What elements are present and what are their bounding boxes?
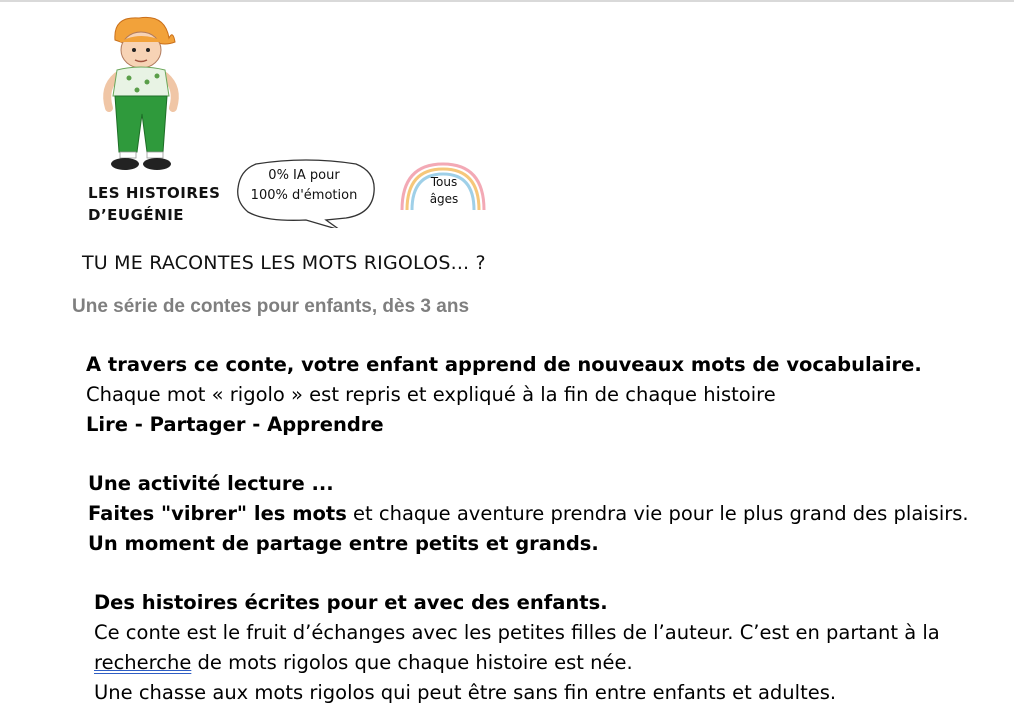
section-vocabulary — [86, 350, 922, 440]
speech-bubble-text — [245, 166, 363, 206]
section2-line-3: Un moment de partage entre petits et grands. — [88, 532, 599, 555]
section3-line-3-rest: de mots rigolos que chaque histoire est née. — [191, 651, 633, 674]
age-badge-text — [418, 174, 470, 208]
section1-line-3: Lire - Partager - Apprendre — [86, 413, 384, 436]
section3-line-2: Ce conte est le fruit d’échanges avec les petites filles de l’auteur. C’est en partant à la — [94, 621, 940, 644]
page-title: TU ME RACONTES LES MOTS RIGOLOS... ? — [82, 252, 486, 274]
section-reading-activity — [88, 469, 969, 559]
brand-logo — [88, 182, 220, 226]
brand-line-2: D’EUGÉNIE — [88, 206, 185, 224]
recherche-word[interactable]: recherche — [94, 651, 192, 674]
brand-line-1: LES HISTOIRES — [88, 184, 221, 202]
section-written-with-children — [94, 588, 940, 708]
section1-line-2: Chaque mot « rigolo » est repris et expliqué à la fin de chaque histoire — [86, 383, 776, 406]
section2-heading: Une activité lecture ... — [88, 472, 334, 495]
character-illustration — [95, 12, 185, 172]
bubble-line-2: 100% d'émotion — [250, 188, 358, 203]
top-border — [0, 0, 1014, 2]
section3-line-4: Une chasse aux mots rigolos qui peut être sans fin entre enfants et adultes. — [94, 681, 837, 704]
section1-heading: A travers ce conte, votre enfant apprend de nouveaux mots de vocabulaire. — [86, 353, 922, 376]
badge-line-1: Tous — [430, 175, 458, 189]
section2-line-2-bold: Faites "vibrer" les mots — [88, 502, 347, 525]
section2-line-2 — [88, 499, 969, 529]
bubble-line-1: 0% IA pour — [268, 168, 340, 183]
section2-line-2-rest: et chaque aventure prendra vie pour le plus grand des plaisirs. — [346, 502, 969, 525]
badge-line-2: âges — [429, 192, 459, 206]
section3-line-3 — [94, 648, 940, 678]
page-subtitle: Une série de contes pour enfants, dès 3 ans — [72, 296, 470, 317]
section3-heading: Des histoires écrites pour et avec des enfants. — [94, 591, 608, 614]
